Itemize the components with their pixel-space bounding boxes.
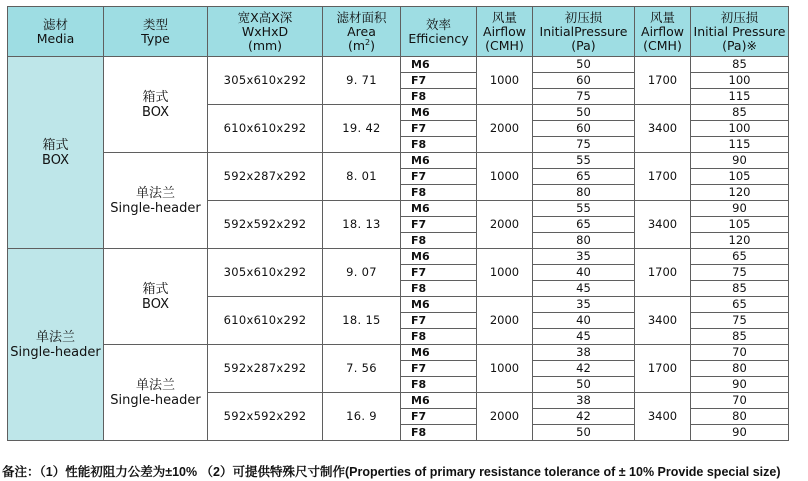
- pressure-cell: 75: [533, 89, 635, 105]
- efficiency-cell: M6: [401, 393, 477, 409]
- airflow-cell: 1700: [635, 57, 691, 105]
- pressure-cell: 115: [691, 89, 789, 105]
- size-cell: 592x287x292: [208, 153, 323, 201]
- type-cell: 单法兰 Single-header: [104, 345, 208, 441]
- airflow-cell: 1000: [477, 345, 533, 393]
- table-row: [8, 249, 789, 265]
- airflow-cell: 3400: [635, 297, 691, 345]
- pressure-cell: 85: [691, 105, 789, 121]
- efficiency-cell: F8: [401, 137, 477, 153]
- pressure-cell: 38: [533, 393, 635, 409]
- pressure-cell: 70: [691, 393, 789, 409]
- size-cell: 305x610x292: [208, 249, 323, 297]
- header-type: 类型 Type: [104, 7, 208, 57]
- header-airflow-2: 风量 Airflow (CMH): [635, 7, 691, 57]
- efficiency-cell: M6: [401, 105, 477, 121]
- pressure-cell: 42: [533, 409, 635, 425]
- airflow-cell: 1700: [635, 345, 691, 393]
- pressure-cell: 40: [533, 313, 635, 329]
- pressure-cell: 90: [691, 425, 789, 441]
- area-cell: 19. 42: [323, 105, 401, 153]
- area-cell: 9. 07: [323, 249, 401, 297]
- pressure-cell: 50: [533, 377, 635, 393]
- efficiency-cell: F7: [401, 361, 477, 377]
- pressure-cell: 50: [533, 105, 635, 121]
- pressure-cell: 85: [691, 281, 789, 297]
- pressure-cell: 85: [691, 329, 789, 345]
- header-airflow-1: 风量 Airflow (CMH): [477, 7, 533, 57]
- pressure-cell: 60: [533, 73, 635, 89]
- pressure-cell: 80: [533, 185, 635, 201]
- pressure-cell: 70: [691, 345, 789, 361]
- pressure-cell: 100: [691, 121, 789, 137]
- pressure-cell: 100: [691, 73, 789, 89]
- pressure-cell: 75: [533, 137, 635, 153]
- efficiency-cell: M6: [401, 345, 477, 361]
- efficiency-cell: F8: [401, 377, 477, 393]
- airflow-cell: 3400: [635, 201, 691, 249]
- pressure-cell: 65: [533, 217, 635, 233]
- type-cell: 箱式 BOX: [104, 249, 208, 345]
- header-media: 滤材 Media: [8, 7, 104, 57]
- airflow-cell: 1000: [477, 57, 533, 105]
- area-cell: 8. 01: [323, 153, 401, 201]
- pressure-cell: 120: [691, 185, 789, 201]
- efficiency-cell: F7: [401, 169, 477, 185]
- efficiency-cell: F7: [401, 265, 477, 281]
- airflow-cell: 3400: [635, 393, 691, 441]
- header-pressure-1: 初压损 InitialPressure (Pa): [533, 7, 635, 57]
- pressure-cell: 75: [691, 313, 789, 329]
- media-cell: 单法兰 Single-header: [8, 249, 104, 441]
- efficiency-cell: F8: [401, 329, 477, 345]
- pressure-cell: 90: [691, 377, 789, 393]
- pressure-cell: 85: [691, 57, 789, 73]
- efficiency-cell: M6: [401, 57, 477, 73]
- pressure-cell: 50: [533, 425, 635, 441]
- efficiency-cell: F8: [401, 281, 477, 297]
- pressure-cell: 55: [533, 201, 635, 217]
- pressure-cell: 35: [533, 249, 635, 265]
- size-cell: 592x592x292: [208, 201, 323, 249]
- table-row: [8, 345, 789, 361]
- airflow-cell: 1700: [635, 249, 691, 297]
- media-cell: 箱式 BOX: [8, 57, 104, 249]
- area-cell: 7. 56: [323, 345, 401, 393]
- pressure-cell: 50: [533, 57, 635, 73]
- spec-table: [7, 6, 789, 441]
- pressure-cell: 105: [691, 169, 789, 185]
- header-size: 宽X高X深 WxHxD (mm): [208, 7, 323, 57]
- type-cell: 单法兰 Single-header: [104, 153, 208, 249]
- pressure-cell: 120: [691, 233, 789, 249]
- pressure-cell: 65: [691, 297, 789, 313]
- efficiency-cell: F8: [401, 185, 477, 201]
- airflow-cell: 2000: [477, 201, 533, 249]
- efficiency-cell: F7: [401, 217, 477, 233]
- efficiency-cell: M6: [401, 249, 477, 265]
- efficiency-cell: F7: [401, 313, 477, 329]
- pressure-cell: 90: [691, 201, 789, 217]
- footnote: 备注：（1）性能初阻力公差为±10% （2）可提供特殊尺寸制作(Properties of primary resistance tolerance of ± 10% Provide special size): [2, 465, 781, 479]
- pressure-cell: 55: [533, 153, 635, 169]
- airflow-cell: 2000: [477, 105, 533, 153]
- pressure-cell: 45: [533, 329, 635, 345]
- pressure-cell: 60: [533, 121, 635, 137]
- pressure-cell: 38: [533, 345, 635, 361]
- pressure-cell: 80: [533, 233, 635, 249]
- header-pressure-2: 初压损 Initial Pressure (Pa)※: [691, 7, 789, 57]
- size-cell: 592x287x292: [208, 345, 323, 393]
- airflow-cell: 2000: [477, 297, 533, 345]
- efficiency-cell: F7: [401, 73, 477, 89]
- type-cell: 箱式 BOX: [104, 57, 208, 153]
- efficiency-cell: F8: [401, 233, 477, 249]
- size-cell: 592x592x292: [208, 393, 323, 441]
- efficiency-cell: F7: [401, 409, 477, 425]
- efficiency-cell: M6: [401, 297, 477, 313]
- pressure-cell: 40: [533, 265, 635, 281]
- efficiency-cell: M6: [401, 153, 477, 169]
- airflow-cell: 1000: [477, 249, 533, 297]
- area-cell: 9. 71: [323, 57, 401, 105]
- header-row: [8, 7, 789, 57]
- pressure-cell: 65: [533, 169, 635, 185]
- efficiency-cell: F8: [401, 89, 477, 105]
- pressure-cell: 45: [533, 281, 635, 297]
- size-cell: 305x610x292: [208, 57, 323, 105]
- pressure-cell: 80: [691, 409, 789, 425]
- pressure-cell: 42: [533, 361, 635, 377]
- header-efficiency: 效率 Efficiency: [401, 7, 477, 57]
- pressure-cell: 75: [691, 265, 789, 281]
- pressure-cell: 115: [691, 137, 789, 153]
- efficiency-cell: M6: [401, 201, 477, 217]
- area-cell: 18. 15: [323, 297, 401, 345]
- efficiency-cell: F8: [401, 425, 477, 441]
- pressure-cell: 105: [691, 217, 789, 233]
- size-cell: 610x610x292: [208, 297, 323, 345]
- size-cell: 610x610x292: [208, 105, 323, 153]
- airflow-cell: 1000: [477, 153, 533, 201]
- pressure-cell: 65: [691, 249, 789, 265]
- table-row: [8, 153, 789, 169]
- area-cell: 16. 9: [323, 393, 401, 441]
- pressure-cell: 80: [691, 361, 789, 377]
- pressure-cell: 35: [533, 297, 635, 313]
- airflow-cell: 2000: [477, 393, 533, 441]
- area-cell: 18. 13: [323, 201, 401, 249]
- table-row: [8, 57, 789, 73]
- airflow-cell: 1700: [635, 153, 691, 201]
- efficiency-cell: F7: [401, 121, 477, 137]
- header-area: 滤材面积 Area $(m^2)$: [323, 7, 401, 57]
- airflow-cell: 3400: [635, 105, 691, 153]
- pressure-cell: 90: [691, 153, 789, 169]
